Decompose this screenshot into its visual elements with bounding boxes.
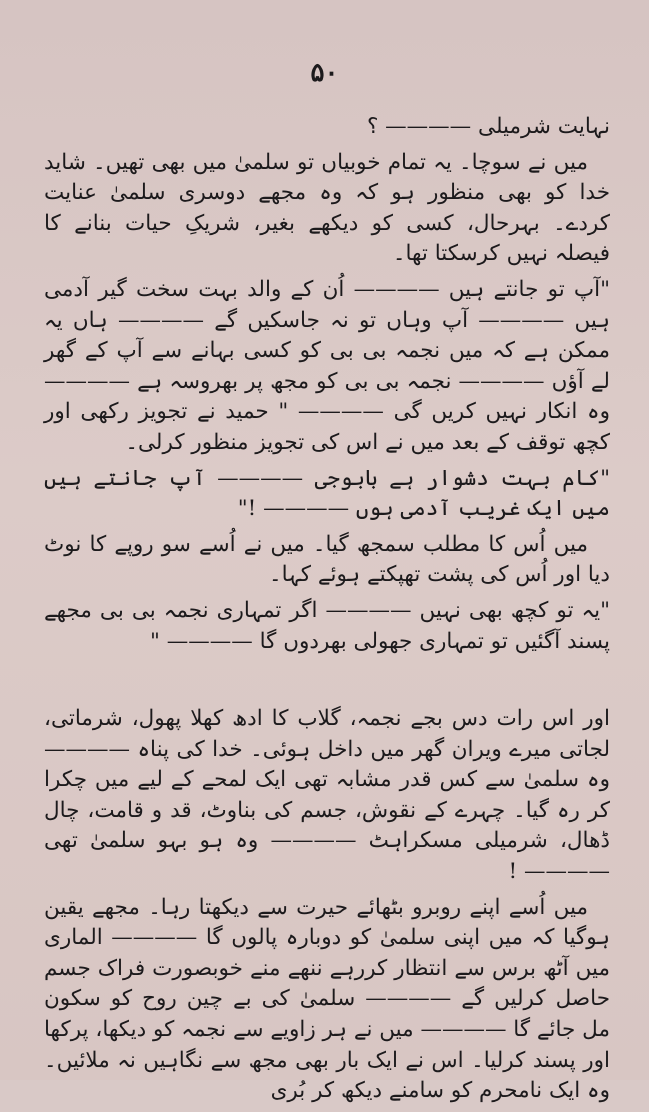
paragraph-dialogue-shy: نہایت شرمیلی ———— ؟	[366, 114, 610, 139]
page-number: ۵۰	[310, 58, 339, 88]
paragraph-dialogue-request: "کام بہت دشوار ہے بابوجی ———— آپ جانتے ہیں میں ایک غریب آدمی ہوں ———— !"	[44, 465, 610, 522]
paragraph-narration-thought: میں نے سوچا۔ یہ تمام خوبیاں تو سلمیٰ میں بھی تھیں۔ شاید خدا کو بھی منظور ہو کہ وہ مجھے دوسری سلمیٰ عنایت کردے۔ بہرحال، کسی کو دیکھے بغیر، شریکِ حیات بنانے کا فیصلہ نہیں کرسکتا تھا۔	[44, 149, 610, 267]
paragraph-dialogue-promise: "یہ تو کچھ بھی نہیں ———— اگر تمہاری نجمہ بی بی مجھے پسند آگئیں تو تمہاری جھولی بھردوں گا ———— "	[44, 597, 610, 654]
section-break	[44, 662, 610, 704]
page-body	[44, 112, 610, 1112]
paragraph-dialogue-hameed: "آپ تو جانتے ہیں ———— اُن کے والد بہت سخت گیر آدمی ہیں ———— آپ وہاں تو نہ جاسکیں گے ———— ہاں یہ ممکن ہے کہ میں نجمہ بی بی کو کسی بہانے سے آپ کے گھر لے آؤں ———— نجمہ بی بی کو مجھ پر بھروسہ ہے ———— وہ انکار نہیں کریں گی ———— " حمید نے تجویز رکھی اور کچھ توقف کے بعد میں نے اس کی تجویز منظور کرلی۔	[44, 276, 610, 455]
paragraph-narration-money: میں اُس کا مطلب سمجھ گیا۔ میں نے اُسے سو روپے کا نوٹ دیا اور اُس کی پشت تھپکتے ہوئے کہا۔	[44, 531, 610, 588]
paragraph-narration-arrival: اور اس رات دس بجے نجمہ، گلاب کا ادھ کھلا پھول، شرماتی، لجاتی میرے ویران گھر میں داخل ہوئی۔ خدا کی پناہ ———— وہ سلمیٰ سے کس قدر مشابہ تھی ایک لمحے کے لیے میں چکرا کر رہ گیا۔ چہرے کے نقوش، جسم کی بناوٹ، قد و قامت، چال ڈھال، شرمیلی مسکراہٹ ———— وہ ہو بہو سلمیٰ تھی ———— !	[44, 706, 610, 885]
paragraph-narration-reflection: میں اُسے اپنے روبرو بٹھائے حیرت سے دیکھتا رہا۔ مجھے یقین ہوگیا کہ میں اپنی سلمیٰ کو دوبارہ پالوں گا ———— الماری میں آٹھ برس سے انتظار کررہے ننھے منے خوبصورت فراک جسم حاصل کرلیں گے ———— سلمیٰ کی بے چین روح کو سکون مل جائے گا ———— میں نے ہر زاویے سے نجمہ کو دیکھا، پرکھا اور پسند کرلیا۔ اس نے ایک بار بھی مجھ سے نگاہیں نہ ملائیں۔ وہ ایک نامحرم کو سامنے دیکھ کر بُری	[44, 894, 610, 1104]
